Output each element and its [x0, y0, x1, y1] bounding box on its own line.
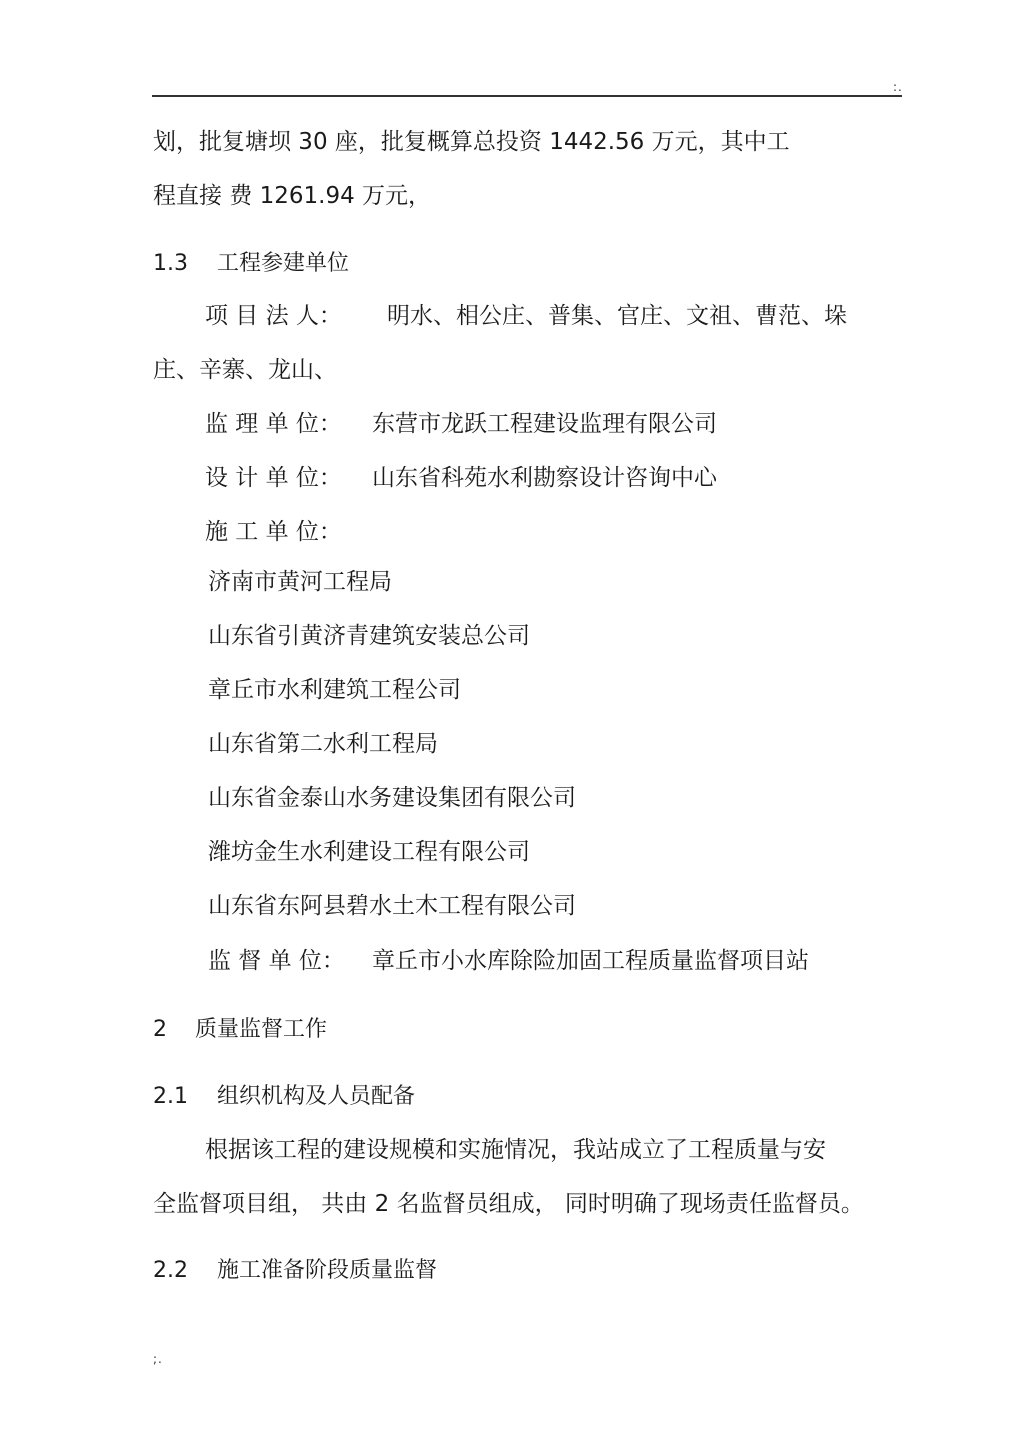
section-number: 2.1 [153, 1084, 188, 1109]
footer-mark: ;. [153, 1352, 163, 1366]
oversight-label: 监 督 单 位： [208, 948, 345, 974]
section-2-1-heading [153, 1082, 415, 1112]
intro-line-2: 程直接 费 1261.94 万元， [153, 183, 432, 209]
section-2-heading [153, 1015, 327, 1045]
intro-line-1: 划，批复塘坝 30 座，批复概算总投资 1442.56 万元，其中工 [153, 129, 790, 155]
design-label: 设 计 单 位： [205, 465, 342, 491]
supervision-row [205, 409, 717, 439]
header-mark: :. [893, 80, 903, 94]
org-paragraph-line-2: 全监督项目组， 共由 2 名监督员组成， 同时明确了现场责任监督员。 [153, 1191, 864, 1217]
legal-entity-label: 项 目 法 人： [205, 303, 342, 329]
org-paragraph-line-1: 根据该工程的建设规模和实施情况，我站成立了工程质量与安 [205, 1137, 826, 1163]
section-1-3-heading [153, 249, 349, 279]
section-title: 组织机构及人员配备 [217, 1084, 416, 1109]
supervision-value: 东营市龙跃工程建设监理有限公司 [372, 411, 717, 437]
construction-item: 山东省东阿县碧水土木工程有限公司 [208, 893, 576, 919]
section-title: 质量监督工作 [195, 1017, 328, 1042]
section-number: 2 [153, 1017, 167, 1042]
construction-item: 山东省第二水利工程局 [208, 731, 438, 757]
oversight-row [208, 946, 809, 976]
section-number: 2.2 [153, 1258, 188, 1283]
supervision-label: 监 理 单 位： [205, 411, 342, 437]
construction-label: 施 工 单 位： [205, 519, 342, 545]
construction-item: 章丘市水利建筑工程公司 [208, 677, 461, 703]
construction-item: 山东省金泰山水务建设集团有限公司 [208, 785, 576, 811]
construction-item: 济南市黄河工程局 [208, 569, 392, 595]
construction-item: 潍坊金生水利建设工程有限公司 [208, 839, 530, 865]
section-title: 施工准备阶段质量监督 [217, 1258, 438, 1283]
construction-item: 山东省引黄济青建筑安装总公司 [208, 623, 530, 649]
legal-entity-value: 明水、相公庄、普集、官庄、文祖、曹范、垛 [387, 303, 847, 329]
section-2-2-heading [153, 1256, 437, 1286]
oversight-value: 章丘市小水库除险加固工程质量监督项目站 [372, 948, 809, 974]
section-number: 1.3 [153, 251, 188, 276]
section-title: 工程参建单位 [217, 251, 350, 276]
legal-entity-continuation: 庄、辛寨、龙山、 [153, 357, 337, 383]
header-rule [152, 95, 902, 97]
design-value: 山东省科苑水利勘察设计咨询中心 [372, 465, 717, 491]
design-row [205, 463, 717, 493]
legal-entity-row [205, 301, 847, 331]
